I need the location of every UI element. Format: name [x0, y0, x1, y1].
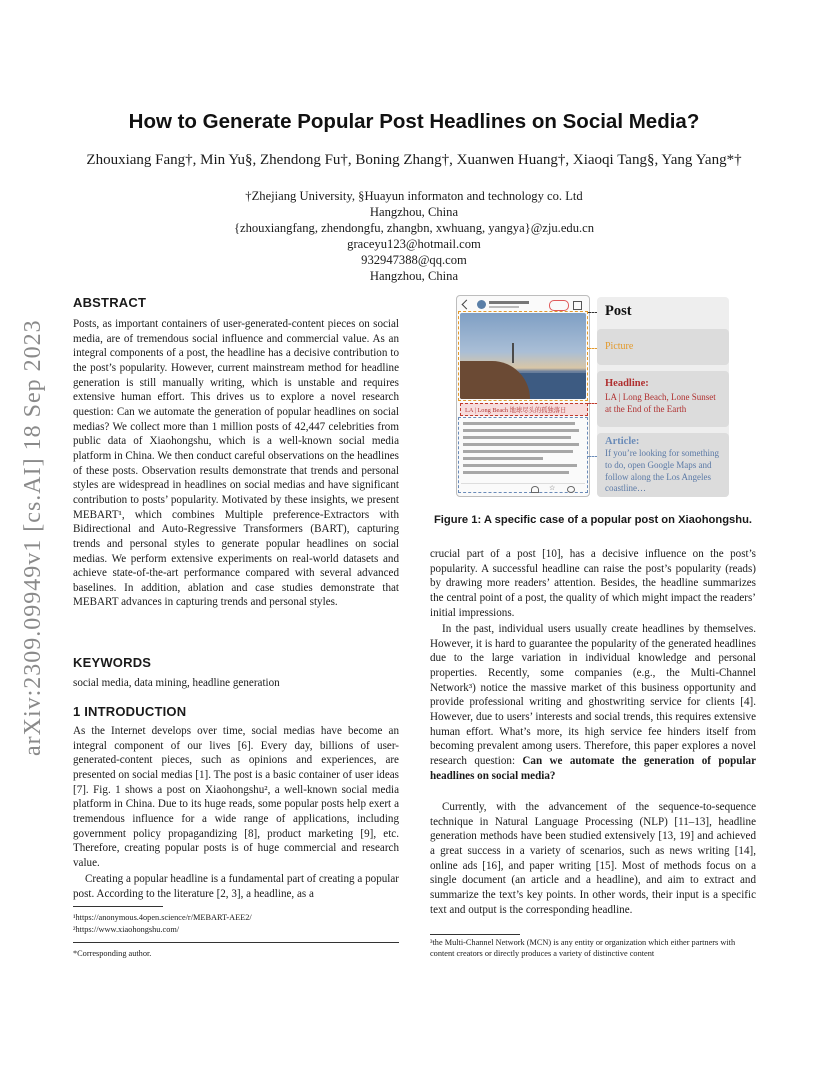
footnote-2: ²https://www.xiaohongshu.com/ [73, 925, 180, 934]
headline-translation: LA | Long Beach, Lone Sunset at the End of the Earth [605, 392, 716, 414]
article-line [463, 450, 573, 453]
affiliation-city: Hangzhou, China [369, 205, 459, 219]
affiliation-emails: {zhouxiangfang, zhendongfu, zhangbn, xwhuang, yangya}@zju.edu.cn [233, 221, 595, 235]
picture-label: Picture [605, 341, 634, 352]
like-icon [531, 486, 539, 493]
intro-paragraph-3: crucial part of a post [10], has a decisive influence on the post’s popularity. A successful headline can raise the post’s popularity (reads) by drawing more readers’ attention. Besides, the headline summarizes the central point of a post, the quality of which might impact the readers’ initial impressions. [430, 548, 756, 619]
intro-paragraph-1: As the Internet develops over time, social medias have become an integral component of our lives [6]. Every day, billions of user-generated-content pieces, such as opinions and experiences, are presented on social medias [1]. The post is a basic container of user ideas [7]. Fig. 1 shows a post on Xiaohongshu², a well-known social media platform in China. Due to its huge reads, some popular posts help exert a tremendous influence for a wide range of applications, including government policy propagandizing [8], product marketing [9], etc. Therefore, creating popular posts is of huge commercial and research value. [73, 725, 399, 869]
keywords-text: social media, data mining, headline generation [73, 677, 280, 689]
figure-labels-panel [597, 297, 729, 497]
intro-paragraph-4-text: In the past, individual users usually create headlines by themselves. However, it is hard to guarantee the popularity of the generated headlines due to the large variation in individual knowledge and personal properties. Recently, some companies (e.g., the Multi-Channel Network³) notice the massive market of this business opportunity and provide professional writing and ghostwriting service for clients [4]. However, due to users’ interests and social trends, this requires extensive human effort. What’s more, its high service fee hinders itself from becoming prevalent among users. Therefore, this paper explores a novel research question: [430, 623, 756, 767]
article-line [463, 464, 577, 467]
footnote-divider [73, 942, 399, 943]
article-line [463, 436, 571, 439]
keywords-heading: KEYWORDS [73, 655, 152, 670]
star-icon: ☆ [549, 484, 556, 492]
footnote-rule [73, 906, 163, 907]
affiliation-email-2: graceyu123@hotmail.com [347, 237, 481, 251]
article-line [463, 422, 575, 425]
research-question: Can we automate the generation of popular headlines on social media? [430, 754, 756, 782]
author-list: Zhouxiang Fang†, Min Yu§, Zhendong Fu†, Boning Zhang†, Xuanwen Huang†, Xiaoqi Tang§, Yang Yang*† [86, 152, 742, 168]
article-line [463, 471, 569, 474]
article-line [463, 443, 579, 446]
post-label: Post [605, 303, 632, 319]
headline-label: Headline: [605, 378, 649, 389]
phone-headline-text: LA | Long Beach 地球尽头的孤独落日 [465, 407, 567, 414]
article-line [463, 457, 543, 460]
follow-button [549, 300, 569, 311]
intro-paragraph-2: Creating a popular headline is a fundamental part of creating a popular post. According to the literature [2, 3], a headline, as a [73, 873, 399, 900]
footnote-3: ³the Multi-Channel Network (MCN) is any entity or organization which either partners with content creators or directly produces a variety of distinctive content [430, 938, 736, 958]
intro-paragraph-4 [430, 622, 756, 783]
picture-highlight-box [458, 311, 588, 401]
introduction-heading: 1 INTRODUCTION [73, 704, 187, 719]
post-action-bar [461, 483, 585, 491]
arxiv-identifier [14, 296, 48, 756]
corresponding-author-note: *Corresponding author. [73, 949, 152, 958]
subtitle-line [489, 306, 519, 308]
paper-title: How to Generate Popular Post Headlines on Social Media? [128, 110, 700, 133]
intro-paragraph-5: Currently, with the advancement of the sequence-to-sequence technique in Natural Language Processing (NLP) [11–13], headline generation methods have been studied extensively [13, 19] and achieved a great success in a variety of scenarios, such as news writing [14], online ads [16], and paper writing [15]. Most of methods focus on a single document (an article and a headline), and aim to extract and summarize the text’s key points. In other words, their input is a specific text and output is the corresponding headline. [430, 801, 756, 916]
back-arrow-icon [462, 300, 472, 310]
footnote-rule-right [430, 934, 520, 935]
arxiv-id-text: arXiv:2309.09949v1 [cs.AI] 18 Sep 2023 [20, 319, 46, 756]
abstract-text: Posts, as important containers of user-generated-content pieces on social media, are of tremendous social influence and commercial value. As an integral components of a post, the headline has a decisive contribution to the post’s popularity. However, current mainstream method for headline generation is still manually writing, which is unstable and requires extensive human effort. This drives us to explore a novel research question: Can we automate the generation of popular headlines on social medias? We collect more than 1 million posts of 42,447 celebrities from public data of Xiaohongshu, which is a well-known social media platform in China. We then conduct careful observations on the headlines of these posts. Observation results demonstrate that trends and personal styles are widespread in headlines on social medias and have significant contribution to posts’ popularity. Motivated by these insights, we present MEBART¹, which combines Multiple preference-Extractors with Bidirectional and Auto-Regressive Transformers (BART), capturing trends and personal styles to generate popular headlines on social medias. We perform extensive experiments on real-world datasets and achieve state-of-the-art performance compared with several advanced baselines. In addition, ablation and case studies demonstrate that MEBART advances in capturing trends and personal styles. [73, 318, 399, 609]
comment-icon [567, 486, 575, 493]
abstract-heading: ABSTRACT [73, 295, 147, 310]
figure-caption: Figure 1: A specific case of a popular post on Xiaohongshu. [433, 514, 753, 526]
footnote-1: ¹https://anonymous.4open.science/r/MEBART-AEE2/ [73, 913, 252, 922]
avatar [477, 300, 486, 309]
share-icon [573, 301, 582, 310]
username-line [489, 301, 529, 304]
headline-highlight-box [460, 403, 588, 416]
article-excerpt: If you’re looking for something to do, open Google Maps and follow along the Los Angeles coastline… [605, 448, 719, 494]
affiliation-city-2: Hangzhou, China [369, 269, 459, 283]
post-header-bar [459, 298, 587, 312]
article-line [463, 429, 579, 432]
figure-post-screenshot [456, 295, 590, 497]
article-label: Article: [605, 436, 640, 447]
affiliation-email-3: 932947388@qq.com [361, 253, 467, 267]
affiliation-line: †Zhejiang University, §Huayun informaton and technology co. Ltd [245, 189, 583, 203]
